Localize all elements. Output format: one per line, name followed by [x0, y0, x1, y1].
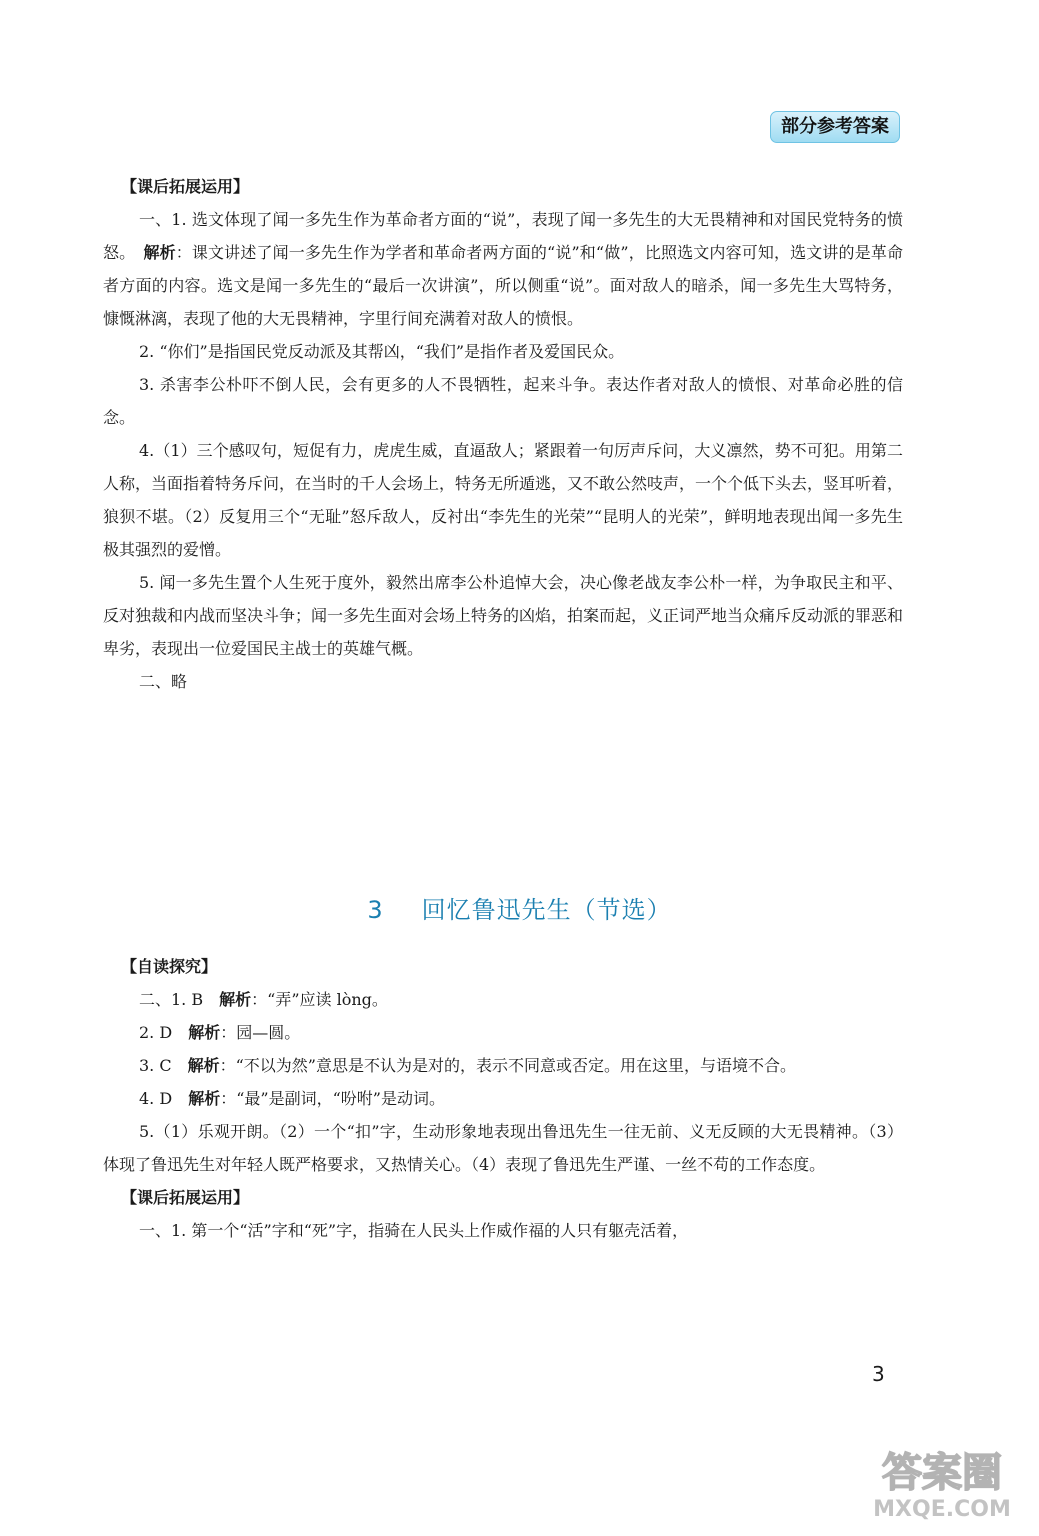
answer-paragraph-6: 二、略 — [139, 672, 188, 691]
analysis-label: 解析 — [188, 1023, 221, 1042]
section-heading: 【课后拓展运用】 — [121, 1188, 250, 1207]
section-heading: 【课后拓展运用】 — [121, 177, 250, 196]
answer-item-4: 4. D 解析：“最”是副词，“吩咐”是动词。 — [139, 1089, 445, 1108]
answer-section-badge: 部分参考答案 — [770, 111, 900, 143]
analysis-label: 解析 — [187, 1056, 220, 1075]
answer-item-1: 二、1. B 解析：“弄”应读 lòng。 — [139, 990, 388, 1009]
answer-paragraph-1: 一、1. 选文体现了闻一多先生作为革命者方面的“说”，表现了闻一多先生的大无畏精神和对国民党特务的愤怒。 解析：课文讲述了闻一多先生作为学者和革命者两方面的“说”和“做”，比照选文内容可知，选文讲的是革命者方面的内容。选文是闻一多先生的“最后一次讲演”，所以侧重“说”。面对敌人的暗杀，闻一多先生大骂特务，慷慨淋漓，表现了他的大无畏精神，字里行间充满着对敌人的愤恨。 — [103, 210, 903, 328]
section-after-class — [103, 170, 903, 698]
svg-text:MXQE.COM: MXQE.COM — [873, 1497, 1011, 1522]
answer-paragraph-5: 5. 闻一多先生置个人生死于度外，毅然出席李公朴追悼大会，决心像老战友李公朴一样，为争取民主和平、反对独裁和内战而坚决斗争；闻一多先生面对会场上特务的凶焰，拍案而起，义正词严地当众痛斥反动派的罪恶和卑劣，表现出一位爱国民主战士的英雄气概。 — [103, 573, 904, 658]
page-number: 3 — [872, 1362, 885, 1386]
answer-item-2: 2. D 解析：园—圆。 — [139, 1023, 301, 1042]
watermark-logo-icon — [867, 1434, 1017, 1524]
svg-text:答案圈: 答案圈 — [882, 1450, 1002, 1496]
analysis-label: 解析 — [188, 1089, 221, 1108]
answer-item-3: 3. C 解析：“不以为然”意思是不认为是对的，表示不同意或否定。用在这里，与语境不合。 — [139, 1056, 796, 1075]
answer-paragraph-4: 4.（1）三个感叹句，短促有力，虎虎生威，直逼敌人；紧跟着一句厉声斥问，大义凛然，势不可犯。用第二人称，当面指着特务斥问，在当时的千人会场上，特务无所遁逃，又不敢公然吱声，一个个低下头去，竖耳听着，狼狈不堪。（2）反复用三个“无耻”怒斥敌人，反衬出“李先生的光荣”“昆明人的光荣”，鲜明地表现出闻一多先生极其强烈的爱憎。 — [103, 441, 904, 559]
answer-paragraph-2: 2. “你们”是指国民党反动派及其帮凶，“我们”是指作者及爱国民众。 — [139, 342, 625, 361]
section-heading: 【自读探究】 — [121, 957, 218, 976]
answer-paragraph-3: 3. 杀害李公朴吓不倒人民，会有更多的人不畏牺牲，起来斗争。表达作者对敌人的愤恨、对革命必胜的信念。 — [103, 375, 903, 427]
lesson-title — [0, 890, 1039, 925]
analysis-label: 解析 — [143, 243, 176, 262]
analysis-label: 解析 — [219, 990, 252, 1009]
lesson-name: 回忆鲁迅先生（节选） — [421, 896, 672, 924]
answer-paragraph-1: 一、1. 第一个“活”字和“死”字，指骑在人民头上作威作福的人只有躯壳活着， — [139, 1221, 689, 1240]
lesson-number: 3 — [367, 896, 384, 924]
answer-item-5: 5.（1）乐观开朗。（2）一个“扣”字，生动形象地表现出鲁迅先生一往无前、义无反顾的大无畏精神。（3）体现了鲁迅先生对年轻人既严格要求，又热情关心。（4）表现了鲁迅先生严谨、一丝不苟的工作态度。 — [103, 1122, 903, 1174]
section-self-reading — [103, 950, 903, 1247]
